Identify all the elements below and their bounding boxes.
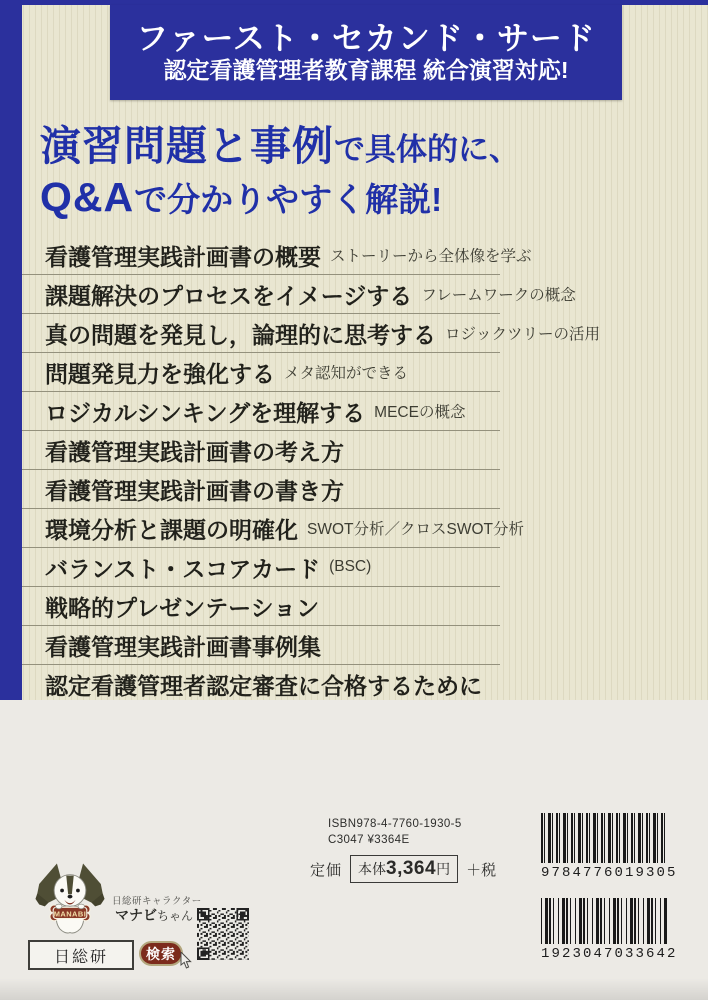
barcode-number: 9784776019305	[541, 865, 678, 881]
search-keyword: 日総研	[53, 948, 108, 966]
chapter-title: 問題発見力を強化する	[45, 360, 275, 387]
chapter-note: ロジックツリーの活用	[445, 326, 601, 343]
list-item	[22, 509, 524, 548]
left-blue-spine	[0, 0, 22, 700]
price-row	[310, 855, 496, 883]
headline-qa: Q&A	[40, 174, 135, 220]
list-item	[22, 548, 500, 587]
headline-line2	[40, 174, 520, 220]
barcode-bars	[541, 813, 667, 863]
list-item	[22, 626, 500, 665]
headline-emphasis: 演習問題と事例	[40, 123, 334, 169]
chapter-title: 環境分析と課題の明確化	[45, 516, 298, 543]
barcode-ean13-bottom	[541, 898, 678, 962]
headline-line1	[40, 123, 520, 169]
chapter-title: 真の問題を発見し，論理的に思考する	[45, 321, 436, 348]
list-item	[22, 431, 500, 470]
list-item	[22, 665, 500, 703]
headline-line2-rest: で分かりやすく解説!	[134, 181, 443, 218]
chapter-note: メタ認知ができる	[284, 365, 409, 382]
header-program-note: 認定看護管理者教育課程 統合演習対応!	[163, 57, 569, 84]
price-prefix: 本体	[358, 861, 387, 877]
price-box	[350, 855, 458, 883]
chapter-title: バランスト・スコアカード	[45, 555, 321, 582]
chapter-note: フレームワークの概念	[421, 287, 576, 304]
chapter-title: 看護管理実践計画書の書き方	[45, 477, 344, 504]
mascot-name-main: マナビ	[115, 907, 157, 923]
headline-line1-rest: で具体的に、	[334, 132, 520, 167]
header-course-levels: ファースト・セカンド・サード	[136, 20, 596, 57]
svg-text:MANABI: MANABI	[53, 909, 87, 919]
contents-list	[22, 236, 601, 703]
list-item	[22, 236, 532, 275]
chapter-title: 戦略的プレゼンテーション	[45, 594, 320, 621]
list-item	[22, 392, 500, 431]
mascot-name	[115, 905, 193, 925]
chapter-title: ロジカルシンキングを理解する	[45, 399, 366, 426]
header-banner	[110, 5, 622, 100]
c-code: C3047 ¥3364E	[328, 834, 410, 846]
price-amount: 3,364	[386, 858, 437, 879]
headline	[40, 123, 520, 228]
search-keyword-box	[28, 940, 134, 970]
search-button-label: 検索	[146, 945, 176, 962]
chapter-note: (BSC)	[329, 558, 372, 575]
chapter-note: SWOT分析／クロスSWOT分析	[307, 521, 524, 538]
isbn-number: ISBN978-4-7760-1930-5	[328, 818, 462, 830]
barcode-number: 1923047033642	[541, 946, 678, 962]
cursor-arrow-icon	[178, 952, 194, 970]
list-item	[22, 314, 601, 353]
price-tax-note: ＋税	[466, 861, 497, 879]
chapter-title: 看護管理実践計画書の概要	[45, 243, 321, 270]
chapter-note: MECEの概念	[374, 404, 466, 421]
mascot-dog-illustration	[28, 856, 112, 940]
barcode-ean13-top	[541, 813, 678, 881]
list-item	[22, 275, 576, 314]
search-button-graphic	[139, 941, 183, 966]
barcode-bars	[541, 898, 667, 944]
chapter-note: ストーリーから全体像を学ぶ	[330, 248, 532, 265]
list-item	[22, 587, 500, 626]
mascot-caption: 日総研キャラクター	[112, 896, 202, 907]
price-unit: 円	[436, 861, 451, 877]
chapter-title: 認定看護管理者認定審査に合格するために	[45, 672, 482, 699]
mascot-name-suffix: ちゃん	[157, 909, 194, 923]
list-item	[22, 353, 500, 392]
qr-code	[197, 907, 249, 961]
chapter-title: 看護管理実践計画書事例集	[45, 633, 321, 660]
chapter-title: 看護管理実践計画書の考え方	[45, 438, 344, 465]
isbn-block	[328, 816, 462, 848]
list-item	[22, 470, 500, 509]
price-label: 定価	[310, 861, 343, 879]
chapter-title: 課題解決のプロセスをイメージする	[45, 282, 413, 309]
